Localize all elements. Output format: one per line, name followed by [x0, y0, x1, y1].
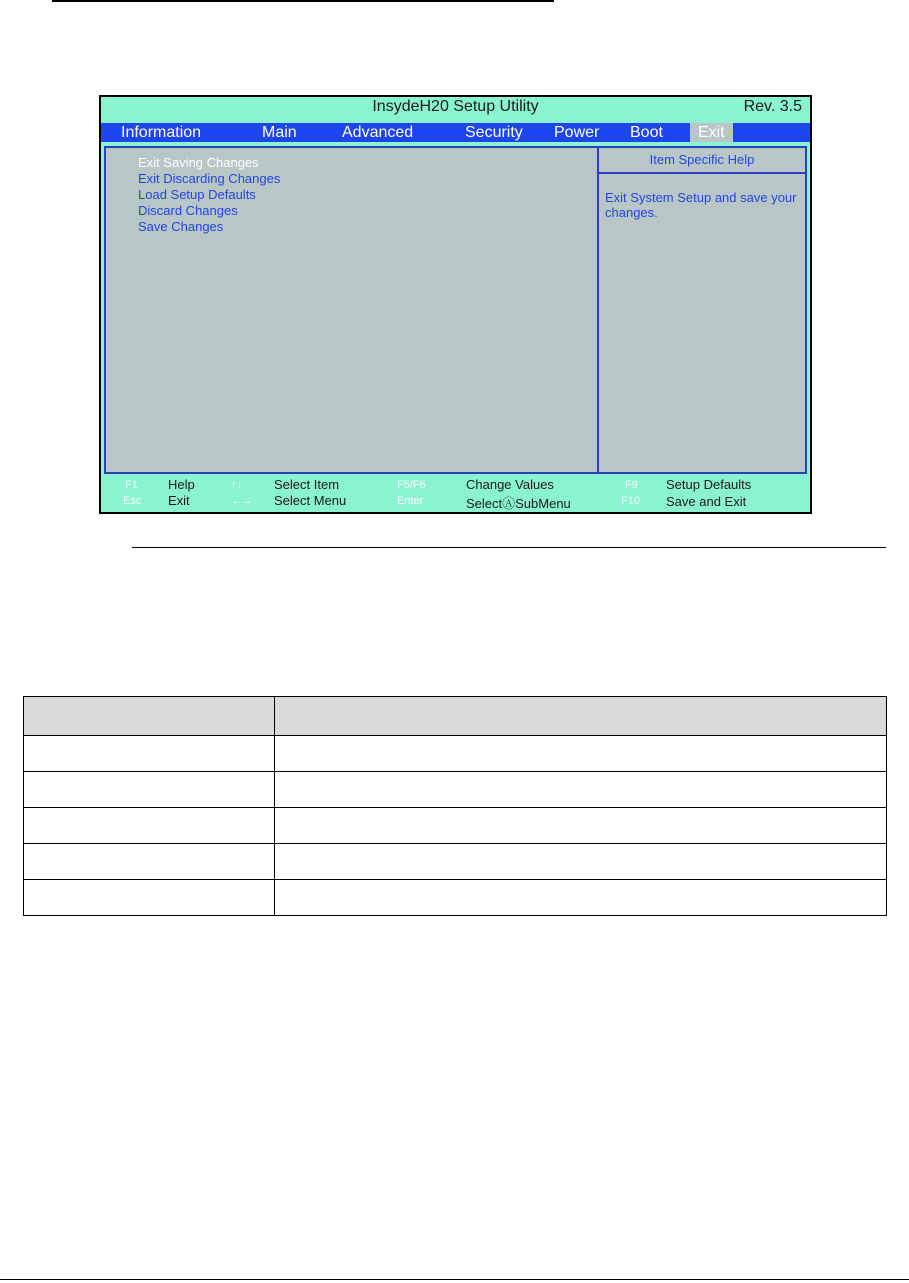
tab-information[interactable]: Information	[121, 124, 202, 141]
bios-title: InsydeH20 Setup Utility	[372, 98, 539, 115]
option-discard-changes[interactable]: Discard Changes	[138, 203, 238, 218]
page-bottom-rule	[0, 1279, 909, 1280]
option-save-changes[interactable]: Save Changes	[138, 219, 224, 234]
table-cell	[275, 772, 887, 808]
key-up-down-label: Select Item	[274, 477, 340, 492]
table-cell	[24, 736, 275, 772]
table-row	[24, 772, 887, 808]
tab-power[interactable]: Power	[554, 124, 600, 141]
tab-boot[interactable]: Boot	[630, 124, 663, 141]
table-row	[24, 844, 887, 880]
table-cell	[275, 736, 887, 772]
exit-options-table	[23, 696, 887, 916]
table-cell	[275, 880, 887, 916]
key-f1: F1	[125, 479, 138, 491]
key-esc-label: Exit	[168, 493, 190, 508]
menu-bar	[101, 123, 810, 142]
table-row	[24, 808, 887, 844]
key-left-right-label: Select Menu	[274, 493, 347, 508]
tab-main[interactable]: Main	[262, 124, 297, 141]
table-header-row	[24, 697, 887, 736]
table-cell	[24, 844, 275, 880]
key-f5-f6: F5/F6	[397, 479, 426, 491]
table-row	[24, 880, 887, 916]
tab-advanced[interactable]: Advanced	[342, 124, 414, 141]
key-f1-label: Help	[168, 477, 195, 492]
key-legend	[101, 477, 810, 512]
option-exit-saving-changes[interactable]: Exit Saving Changes	[138, 155, 259, 170]
section-divider	[132, 547, 886, 548]
table-header-cell	[275, 697, 887, 736]
table-header-cell	[24, 697, 275, 736]
tab-security[interactable]: Security	[465, 124, 523, 141]
help-text: Exit System Setup and save your changes.	[605, 190, 797, 220]
key-enter-label: SelectⒶSubMenu	[466, 496, 571, 511]
key-up-down: ↑↓	[231, 479, 242, 491]
key-enter: Enter	[397, 495, 424, 507]
help-pane	[597, 148, 805, 472]
bios-revision: Rev. 3.5	[743, 98, 802, 115]
bios-screenshot	[99, 95, 812, 514]
main-panel	[104, 146, 807, 474]
table-cell	[24, 880, 275, 916]
table-cell	[24, 808, 275, 844]
key-f10-label: Save and Exit	[666, 494, 747, 509]
key-esc: Esc	[123, 495, 142, 507]
bios-title-bar	[101, 97, 810, 117]
table-cell	[24, 772, 275, 808]
exit-options-list	[138, 155, 280, 235]
key-left-right: ←→	[231, 495, 253, 507]
table-cell	[275, 844, 887, 880]
key-f9: F9	[625, 479, 638, 491]
option-load-setup-defaults[interactable]: Load Setup Defaults	[138, 187, 256, 202]
key-f5-f6-label: Change Values	[466, 477, 554, 492]
key-f10: F10	[621, 495, 640, 507]
top-rule	[52, 0, 554, 2]
tab-exit[interactable]: Exit	[690, 123, 733, 142]
key-f9-label: Setup Defaults	[666, 477, 752, 492]
help-header: Item Specific Help	[599, 148, 805, 174]
table-cell	[275, 808, 887, 844]
option-exit-discarding-changes[interactable]: Exit Discarding Changes	[138, 171, 281, 186]
table-row	[24, 736, 887, 772]
